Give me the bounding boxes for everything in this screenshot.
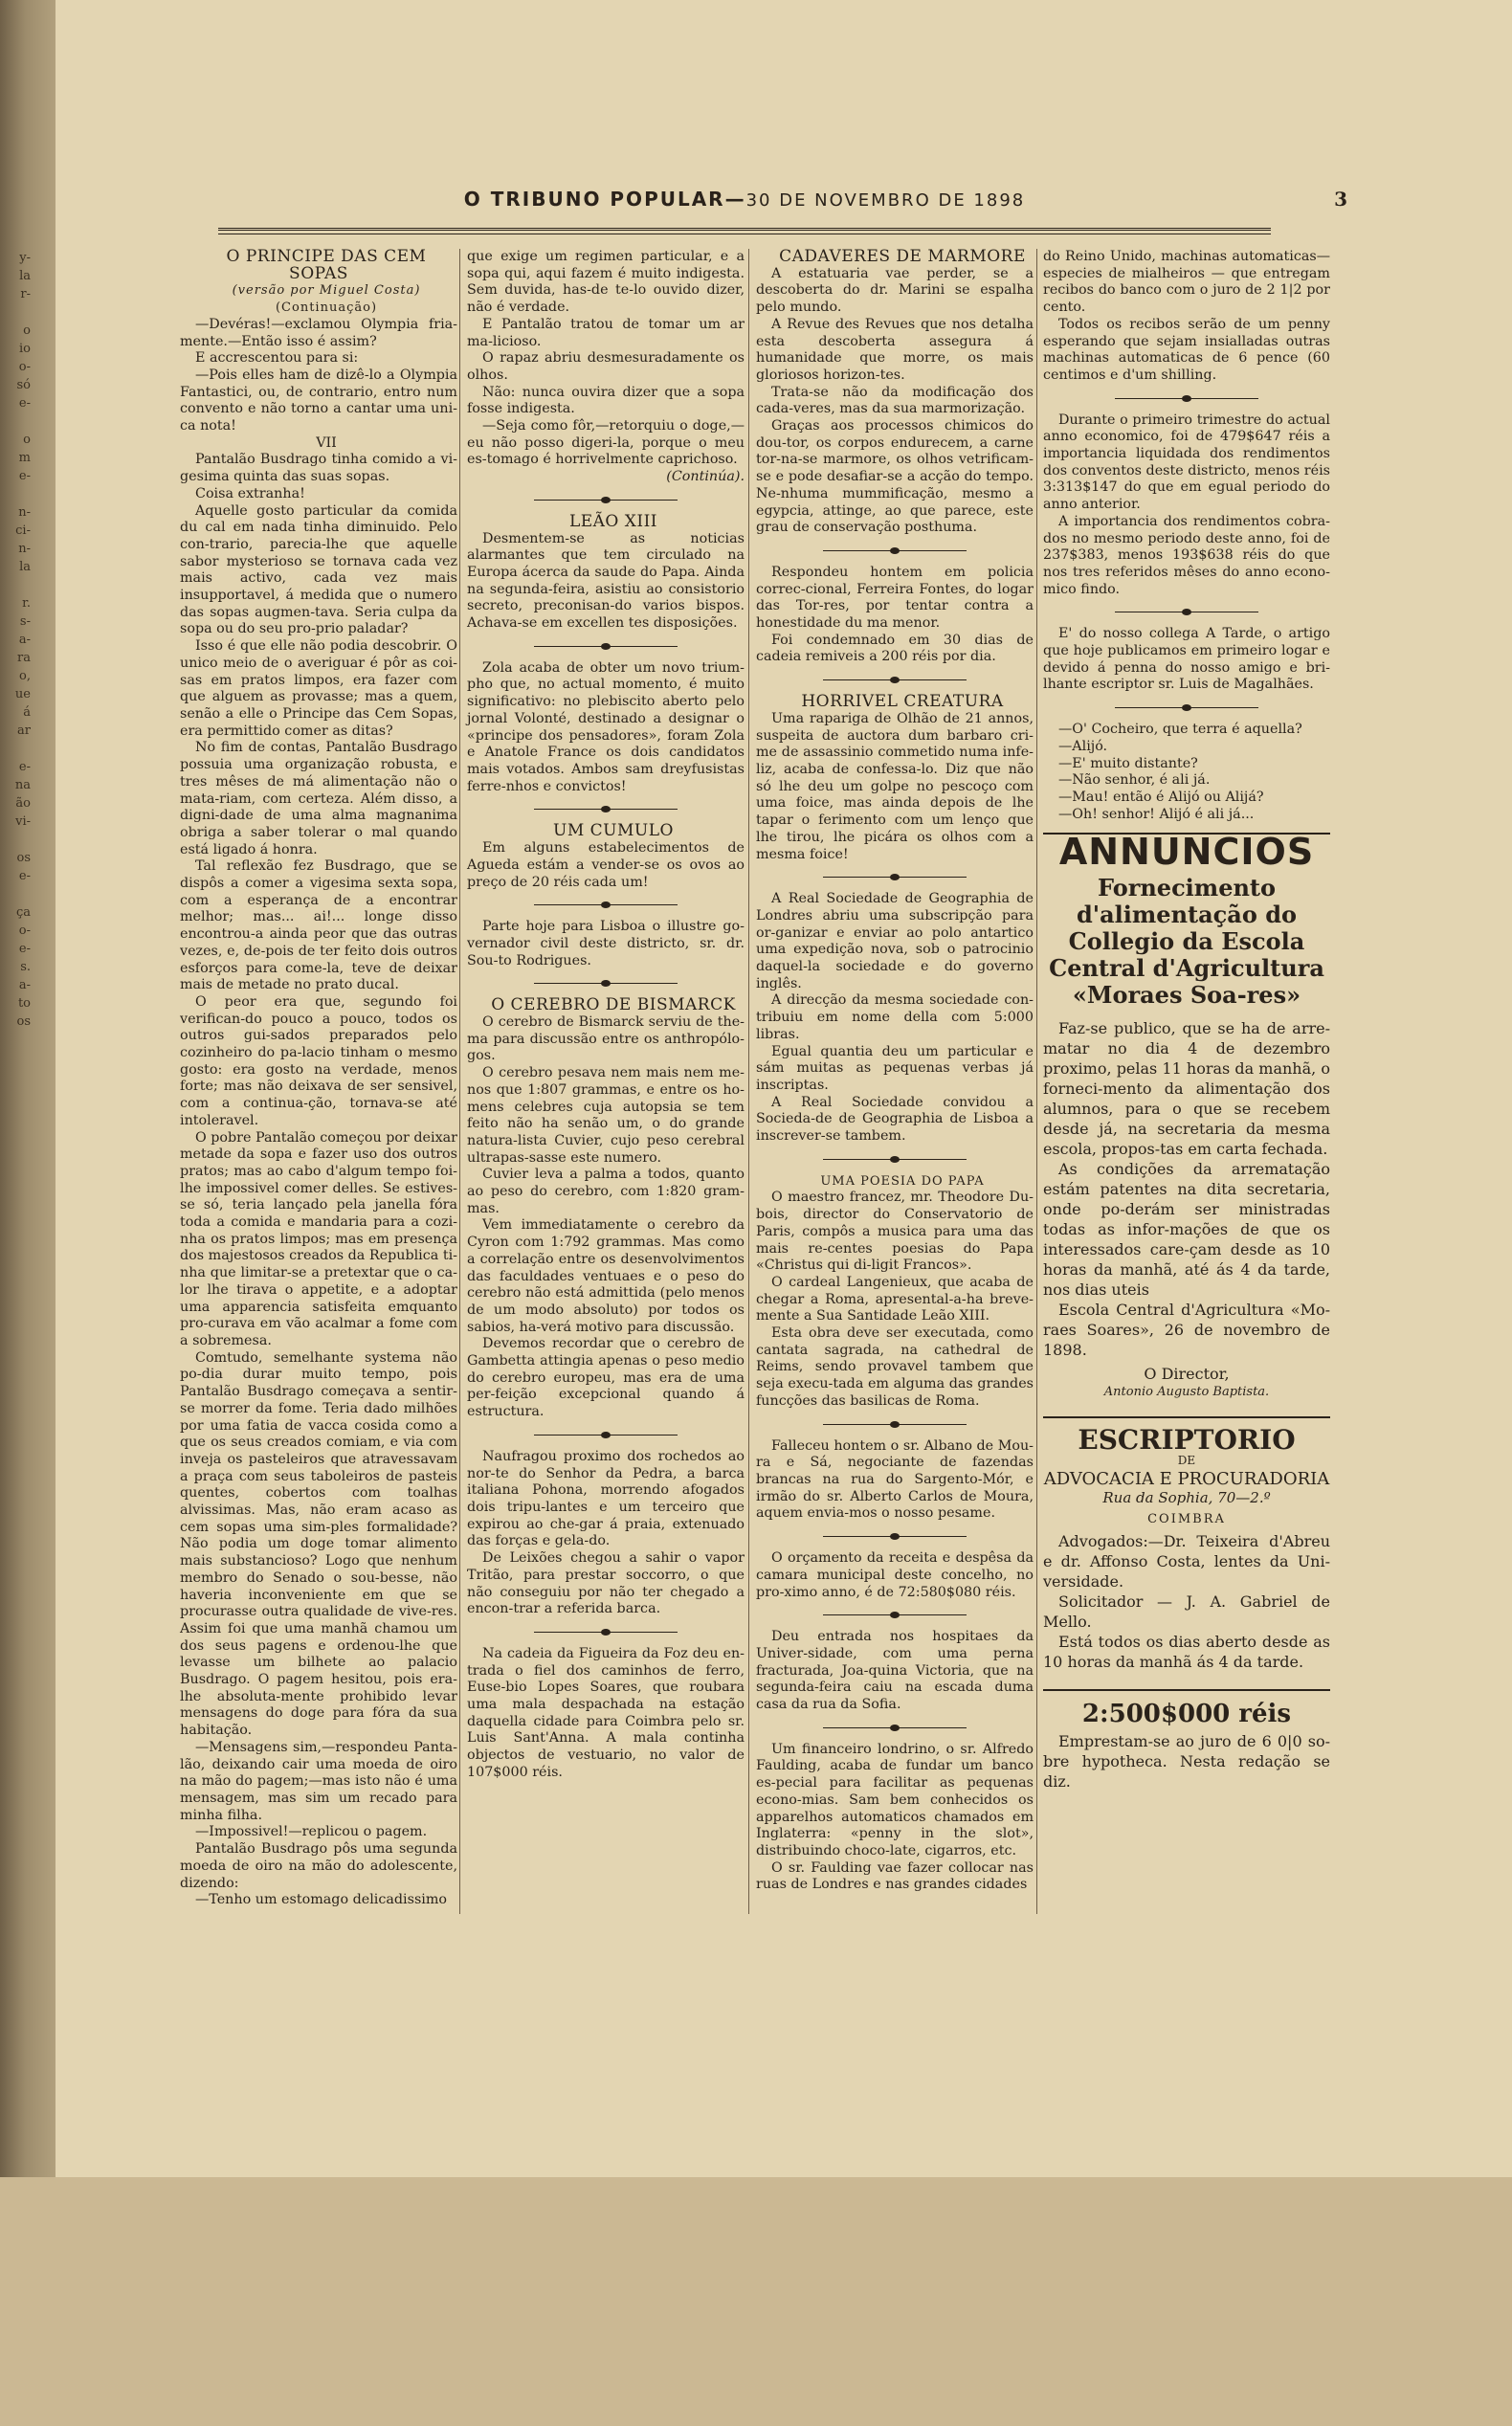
paragraph: —Não senhor, é ali já. [1058,772,1211,789]
paragraph: Isso é que elle não podia descobrir. O unico meio de o averiguar é pôr as coi-sas em pratos limpos, era fazer com que alguem as provasse; mas a quem, senão a elle o Principe das Cem Sopas, era permittido comer as ditas? [180,638,457,739]
spine-fragment: s. [20,960,31,974]
spine-fragment: r. [22,596,31,611]
paragraph: A direcção da mesma sociedade con-tribuiu em nome della com 5:000 libras. [756,992,1034,1042]
separator-rule [756,1727,1034,1728]
escriptorio-body [1043,1531,1330,1672]
newspaper-title: O TRIBUNO POPULAR— [463,188,746,211]
ad-paragraph: Solicitador — J. A. Gabriel de Mello. [1043,1592,1330,1632]
paragraph: O rapaz abriu desmesuradamente os olhos. [467,350,745,383]
annuncios-heading: ANNUNCIOS [1043,833,1330,861]
paragraph: —Alijó. [1058,738,1108,754]
paragraph: Foi condemnado em 30 dias de cadeia remiveis a 200 réis por dia. [756,632,1034,665]
spine-fragment: a- [18,978,31,992]
spine-fragment: e- [18,942,31,956]
separator-rule [756,1424,1034,1425]
spine-fragment: y- [19,251,31,265]
paragraph: O peor era que, segundo foi verifican-do pouco a pouco, todos os outros gui-sados preparados pelo cozinheiro do pa-lacio tinham o mesmo gosto: era gosto na verdade, menos forte; mas não deixava de ser sensivel, com a continua-ção, tornava-se até intoleravel. [180,993,457,1128]
escriptorio-city: COIMBRA [1147,1511,1226,1526]
separator-rule [756,1614,1034,1615]
paragraph: O pobre Pantalão começou por deixar metade da sopa e fazer uso dos outros pratos; mas ao cabo d'algum tempo foi-lhe impossivel comer delles. Se estives-se só, teria lançado pela janella fóra toda a comida e mandaria para a cozi-nha os pratos limpos; mas em presença dos majestosos creados da Republica ti-nha que limitar-se a pretextar que o ca-lor lhe tirava o appetite, e a adoptar uma apparencia satisfeita emquanto pro-curava em vão acalmar a fome com a sobremesa. [180,1129,457,1348]
article-byline: (versão por Miguel Costa) [232,283,421,299]
paragraph: A Revue des Revues que nos detalha esta descoberta assegura á humanidade que morre, os mais gloriosos horizon-tes. [756,316,1034,383]
paragraph: Na cadeia da Figueira da Foz deu en-trada o fiel dos caminhos de ferro, Euse-bio Lopes Soares, que roubara uma mala despachada na estação daquella cidade para Coimbra pelo sr. Luis Sant'Anna. A mala continha objectos de vestuario, no valor de 107$000 réis. [467,1645,745,1780]
paragraph: O cardeal Langenieux, que acaba de chegar a Roma, apresental-a-ha breve-mente a Sua Santidade Leão XIII. [756,1274,1034,1324]
paragraph: —Oh! senhor! Alijó é ali já... [1058,806,1255,822]
paragraph: —Pois elles ham de dizê-lo a Olympia Fantastici, ou, de contrario, entro num convento e não torno a cantar uma uni-ca nota! [180,367,457,434]
paragraph: A estatuaria vae perder, se a descoberta do dr. Marini se espalha pelo mundo. [756,265,1034,316]
separator-rule [756,1159,1034,1160]
escriptorio-address: Rua da Sophia, 70—2.º [1102,1488,1271,1506]
article-heading: CADAVERES DE MARMORE [779,247,1026,266]
paragraph: —Seja como fôr,—retorquiu o doge,—eu não posso digeri-la, porque o meu es-tomago é horrivelmente caprichoso. [467,418,745,468]
separator-rule [756,1536,1034,1537]
masthead-rule [218,228,1271,234]
separator-rule [1043,398,1330,399]
spine-fragment: ar [17,723,31,738]
paragraph: O cerebro de Bismarck serviu de the-ma para discussão entre os anthropólo-gos. [467,1014,745,1064]
spine-fragment: n- [18,505,31,520]
spine-fragment: o- [18,924,31,938]
spine-fragment: ci- [15,523,31,538]
spine-fragment: o- [18,360,31,374]
paragraph: Durante o primeiro trimestre do actual anno economico, foi de 479$647 réis a importancia liquidada dos rendimentos dos conventos deste districto, menos réis 3:313$147 do que em egual periodo do anno anterior. [1043,412,1330,513]
separator-rule [467,646,745,647]
ad-alimentacao-heading: Fornecimento d'alimentação do Collegio da Escola Central d'Agricultura «Moraes Soa-res» [1049,874,1324,1010]
paragraph: O sr. Faulding vae fazer collocar nas ruas de Londres e nas grandes cidades [756,1859,1034,1893]
paragraph: Todos os recibos serão de um penny esperando que sejam insialladas outras machinas automaticas de 6 pence (60 centimos e d'um shilling. [1043,316,1330,383]
column-4-news [1043,249,1330,823]
spine-fragment: a- [18,633,31,647]
ad-director-title: O Director, [1144,1365,1230,1384]
spine-fragment [0,885,33,903]
spine-fragment: o [23,323,31,338]
spine-fragment: ão [15,796,31,811]
paragraph: E Pantalão tratou de tomar um ar ma-licioso. [467,316,745,349]
paragraph: —Mau! então é Alijó ou Alijá? [1058,789,1264,805]
spine-fragment: na [14,778,31,792]
paragraph: A importancia dos rendimentos cobra-dos no mesmo periodo deste anno, foi de 237$383, menos 193$638 réis do que nos tres referidos mêses do anno econo-mico findo. [1043,513,1330,597]
spine-fragment: e- [18,469,31,483]
ad-paragraph: As condições da arrematação estám patentes na dita secretaria, onde po-derám ser ministradas todas as infor-mações de que os interessados care-çam desde as 10 horas da manhã, até ás 4 da tarde, nos dias uteis [1043,1160,1330,1300]
paragraph: Naufragou proximo dos rochedos ao nor-te do Senhor da Pedra, a barca italiana Pohona, morrendo afogados dois tripu-lantes e um terceiro que expirou ao che-gar á praia, extenuado das forças e gela-do. [467,1448,745,1549]
column-divider [459,249,460,1914]
spine-fragment: n- [18,542,31,556]
ad-paragraph: Está todos os dias aberto desde as 10 horas da manhã ás 4 da tarde. [1043,1633,1330,1672]
paragraph: Tal reflexão fez Busdrago, que se dispôs a comer a vigesima sexta sopa, com a esperança de a encontrar melhor; mas... ai!... longe disso encontrou-a ainda peor que das outras vezes, e, de-pois de ter feito dois outros esforços para come-la, teve de deixar mais de metade no prato ducal. [180,858,457,993]
paragraph: A Real Sociedade convidou a Socieda-de de Geographia de Lisboa a inscrever-se tambem. [756,1094,1034,1145]
paragraph: —Devéras!—exclamou Olympia fria-mente.—Então isso é assim? [180,316,457,349]
paragraph: Coisa extranha! [195,485,305,501]
spine-fragment [0,303,33,322]
paragraph: —Impossivel!—replicou o pagem. [195,1824,428,1840]
separator-rule [756,679,1034,680]
column-divider [1036,249,1037,1914]
paragraph: —Tenho um estomago delicadissimo [195,1892,448,1908]
separator-rule [756,550,1034,551]
spine-fragment: la [19,269,31,283]
spine-fragment: os [16,1014,31,1029]
escriptorio-de: DE [1177,1453,1196,1467]
page-content [151,172,1347,1933]
separator-rule [1043,707,1330,708]
loan-heading: 2:500$000 réis [1043,1689,1330,1724]
escriptorio-subtitle: ADVOCACIA E PROCURADORIA [1043,1469,1330,1490]
paragraph: —E' muito distante? [1058,755,1198,771]
column-1 [180,249,457,1909]
column-4 [1043,249,1330,1792]
spine-fragment: e- [18,869,31,883]
paragraph: No fim de contas, Pantalão Busdrago possuia uma organização robusta, e tres mêses de má alimentação não o mata-riam, com certeza. Além disso, a digni-dade de uma alma magnanima obriga a saber tolerar o mal quando está ligado á honra. [180,740,457,857]
paragraph: Pantalão Busdrago tinha comido a vi-gesima quinta das suas sopas. [180,452,457,485]
paragraph: Cuvier leva a palma a todos, quanto ao peso do cerebro, com 1:820 gram-mas. [467,1167,745,1216]
paragraph: Um financeiro londrino, o sr. Alfredo Faulding, acaba de fundar um banco es-pecial para facilitar as pequenas econo-mias. Sam bem conhecidos os apparelhos automaticos chamados em Inglaterra: «penny in the slot», distribuindo choco-late, cigarros, etc. [756,1741,1034,1858]
spine-fragment: ue [14,687,31,701]
spine-fragment: e- [18,760,31,774]
paragraph: Devemos recordar que o cerebro de Gambetta attingia apenas o peso medio do cerebro europeu, mas era de uma per-feição excepcional quando á estructura. [467,1336,745,1420]
column-divider [748,249,749,1914]
paragraph: De Leixões chegou a sahir o vapor Tritão, para prestar soccorro, o que não conseguiu por não ter chegado a encon-trar a referida barca. [467,1550,745,1617]
paragraph: E' do nosso collega A Tarde, o artigo que hoje publicamos em primeiro logar e devido á penna do nosso amigo e bri-lhante escriptor sr. Luis de Magalhães. [1043,626,1330,693]
paragraph: E accrescentou para si: [195,350,359,367]
spine-fragment: io [19,342,31,356]
article-heading: LEÃO XIII [568,511,658,531]
paragraph: Falleceu hontem o sr. Albano de Mou-ra e Sá, negociante de fazendas brancas na rua do Sargento-Mór, e irmão do sr. Alberto Carlos de Moura, aquem envia-mos o nosso pesame. [756,1437,1034,1522]
spine-fragment: e- [18,396,31,411]
separator-rule [467,500,745,501]
loan-body: Emprestam-se ao juro de 6 0|0 so-bre hypotheca. Nesta redação se diz. [1043,1732,1330,1792]
article-heading: HORRIVEL CREATURA [801,692,1004,712]
separator-rule [467,1632,745,1633]
spine-fragment: o, [19,669,31,683]
separator-rule [467,1435,745,1436]
paragraph: —O' Cocheiro, que terra é aquella? [1058,722,1302,738]
spine-fragment [0,412,33,431]
masthead [151,188,1338,211]
paragraph: A Real Sociedade de Geographia de Londres abriu uma subscripção para or-ganizar e enviar ao polo antartico uma expedição nova, sob o patrocinio daquel-la sociedade e do governo inglês. [756,891,1034,991]
article-heading: O PRINCIPE DAS CEM SOPAS [226,247,427,283]
paragraph: Em alguns estabelecimentos de Agueda estám a vender-se os ovos ao preço de 20 réis cada um! [467,840,745,890]
separator-rule [467,983,745,984]
paragraph: Esta obra deve ser executada, como cantata sagrada, na cathedral de Reims, sendo provavel tambem que seja execu-tada em alguma das grandes funcções das basilicas de Roma. [756,1325,1034,1409]
paragraph: do Reino Unido, machinas automaticas—especies de mialheiros — que entregam recibos do banco com o juro de 2 1|2 por cento. [1043,249,1330,316]
spine-fragment: la [19,560,31,574]
spine-fragment [0,831,33,849]
paragraph: Respondeu hontem em policia correc-cional, Ferreira Fontes, do logar das Tor-res, por tentar contra a honestidade du ma menor. [756,564,1034,632]
paragraph: Desmentem-se as noticias alarmantes que tem circulado na Europa ácerca da saude do Papa. Ainda na segunda-feira, asistiu ao consistorio secreto, preconisan-do varios bispos. Achava-se em excellen tes disposições. [467,530,745,632]
spine-fragment [0,740,33,758]
spine-fragment: ra [17,651,31,665]
paragraph: Graças aos processos chimicos do dou-tor, os corpos endurecem, a carne tor-na-se marmore, os olhos vetrificam-se e pode desafiar-se a acção do tempo. Ne-nhuma mummificação, mesmo a egypcia, attinge, ao que parece, este grau de conservação posthuma. [756,418,1034,536]
article-subheading: (Continuação) [275,300,378,316]
column-3 [756,249,1034,1894]
ad-paragraph: Advogados:—Dr. Teixeira d'Abreu e dr. Affonso Costa, lentes da Uni-versidade. [1043,1532,1330,1591]
spine-fragment [0,576,33,594]
article-subheading: UMA POESIA DO PAPA [820,1173,985,1189]
paragraph: Zola acaba de obter um novo trium-pho que, no actual momento, é muito significativo: no plebiscito aberto pelo jornal Volonté, destinado a designar o «principe dos pensadores», foram Zola e Anatole France os dois candidatos mais votados. Ambos sam dreyfusistas ferre-nhos e convictos! [467,659,745,794]
spine-fragment: á [23,705,31,720]
paragraph: O orçamento da receita e despêsa da camara municipal deste concelho, no pro-ximo anno, é de 72:580$080 réis. [756,1550,1034,1600]
facing-page-fragments [0,0,33,2426]
paragraph: que exige um regimen particular, e a sopa qui, aqui fazem é muito indigesta. Sem duvida, has-de te-lo ouvido dizer, não é verdade. [467,249,745,316]
article-heading: O CEREBRO DE BISMARCK [491,995,736,1015]
ad-alimentacao-body [1043,1018,1330,1360]
paragraph: Egual quantia deu um particular e sám muitas as pequenas verbas já inscriptas. [756,1043,1034,1093]
issue-date: 30 DE NOVEMBRO DE 1898 [745,190,1026,211]
spine-fragment [0,485,33,503]
ad-director-name: Antonio Augusto Baptista. [1103,1385,1270,1400]
spine-fragment: r- [20,287,31,301]
newspaper-page [56,0,1512,2177]
paragraph: Aquelle gosto particular da comida du cal em nada tinha diminuido. Pelo con-trario, parecia-lhe que aquelle sabor mysterioso se tornava cada vez mais activo, cada vez mais insupportavel, á medida que o numero das sopas augmen-tava. Seria culpa da sopa ou do seu pro-prio paladar? [180,502,457,637]
paragraph: Trata-se não da modificação dos cada-veres, mas da sua marmorização. [756,384,1034,417]
continued-note: (Continúa). [666,469,745,485]
chapter-number: VII [316,434,337,451]
spine-fragment: m [18,451,31,465]
column-2 [467,249,745,1782]
separator-rule [756,877,1034,878]
paragraph: Comtudo, semelhante systema não po-dia durar muito tempo, pois Pantalão Busdrago começava a sentir-se morrer da fome. Teria dado milhões por uma fatia de vacca cosida como a que os seus creados comiam, e via com inveja os pasteleiros que atravessavam a praça com seus taboleiros de pasteis quentes, cobertos com toalhas alvissimas. Mas, não eram acaso as cem sopas uma sim-ples formalidade? Não podia um doge tomar alimento mais substancioso? Logo que nenhum membro do Senado o sou-besse, não haveria inconveniente em que se procurasse outra qualidade de vive-res. Assim foi que uma manhã chamou um dos seus pagens e ordenou-lhe que levasse um bilhete ao palacio Busdrago. O pagem hesitou, pois era-lhe absoluta-mente prohibido levar mensagens do doge para fóra da sua habitação. [180,1349,457,1739]
separator-rule [467,904,745,905]
paragraph: O maestro francez, mr. Theodore Du-bois, director do Conservatorio de Paris, compôs a musica para uma das mais re-centes poesias do Papa «Christus qui di-ligit Francos». [756,1190,1034,1274]
separator-rule [467,809,745,810]
article-heading: UM CUMULO [553,821,674,841]
page-number: 3 [1334,188,1347,211]
escriptorio-heading: ESCRIPTORIO [1043,1416,1330,1449]
paragraph: Uma rapariga de Olhão de 21 annos, suspeita de auctora dum barbaro cri-me de assassinio commetido numa infe-liz, acaba de confessa-lo. Diz que não só lhe deu um golpe no pescoço com uma foice, mas ainda depois de lhe tapar o ferimento com um lenço que lhe tirou, lhe picára os olhos com a mesma foice! [756,710,1034,862]
paragraph: Deu entrada nos hospitaes da Univer-sidade, com uma perna fracturada, Joa-quina Victoria, que na segunda-feira caiu na escada duma casa da rua da Sofia. [756,1629,1034,1713]
ad-paragraph: Faz-se publico, que se ha de arre-matar no dia 4 de dezembro proximo, pelas 11 horas da manhã, o forneci-mento da alimentação dos alumnos, para o que se recebem desde já, na secretaria da mesma escola, propos-tas em carta fechada. [1043,1019,1330,1159]
paragraph: Pantalão Busdrago pôs uma segunda moeda de oiro na mão do adolescente, dizendo: [180,1841,457,1891]
spine-fragment: os [16,851,31,865]
paragraph: Parte hoje para Lisboa o illustre go-vernador civil deste districto, sr. dr. Sou-to Rodrigues. [467,919,745,968]
paragraph: Não: nunca ouvira dizer que a sopa fosse indigesta. [467,384,745,417]
spine-fragment: to [17,996,31,1011]
spine-fragment: ça [15,905,31,920]
ad-paragraph: Escola Central d'Agricultura «Mo-raes Soares», 26 de novembro de 1898. [1043,1301,1330,1360]
spine-fragment: s- [19,614,31,629]
spine-fragment: só [16,378,31,392]
spine-fragment: vi- [15,814,31,829]
paragraph: O cerebro pesava nem mais nem me-nos que 1:807 grammas, e entre os ho-mens celebres cuja autopsia se tem feito não ha senão um, o do grande natura-lista Cuvier, cujo peso cerebral ultrapas-sasse este numero. [467,1065,745,1166]
spine-fragment: o [23,433,31,447]
paragraph: Vem immediatamente o cerebro da Cyron com 1:792 grammas. Mas como a correlação entre os desenvolvimentos das faculdades ventuaes e o peso do cerebro não está admittida (pelo menos de um modo absoluto) por todos os sabios, ha-verá motivo para discussão. [467,1217,745,1335]
paragraph: —Mensagens sim,—respondeu Panta-lão, deixando cair uma moeda de oiro na mão do pagem;—mas isto não é uma mensagem, mas sim um recado para minha filha. [180,1739,457,1823]
